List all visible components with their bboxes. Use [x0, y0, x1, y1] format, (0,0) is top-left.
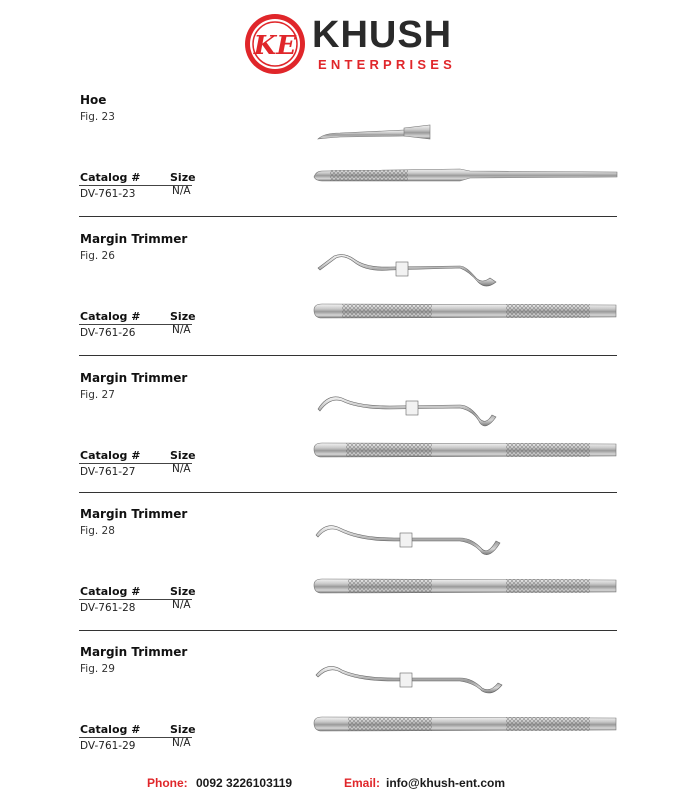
catalog-header: Catalog #: [80, 585, 141, 598]
size-value: N/A: [172, 185, 191, 197]
brand-name: KHUSH: [312, 14, 453, 56]
catalog-number: DV-761-28: [80, 602, 136, 614]
product-name: Hoe: [80, 93, 107, 107]
hoe-instrument-image: [310, 93, 620, 193]
product-row: [0, 507, 689, 645]
catalog-number: DV-761-26: [80, 327, 136, 339]
section-divider: [79, 630, 617, 631]
size-header: Size: [170, 171, 196, 184]
email-label: Email:: [344, 776, 381, 790]
catalog-number: DV-761-29: [80, 740, 136, 752]
size-value: N/A: [172, 599, 191, 611]
size-value: N/A: [172, 737, 191, 749]
size-header: Size: [170, 310, 196, 323]
email-link[interactable]: info@khush-ent.com: [386, 776, 506, 790]
product-row: [0, 645, 689, 783]
margin-trimmer-instrument-image: [310, 507, 620, 607]
phone-number[interactable]: 0092 3226103119: [196, 776, 293, 790]
catalog-header: Catalog #: [80, 449, 141, 462]
catalog-number: DV-761-23: [80, 188, 136, 200]
header: [0, 0, 689, 84]
product-row: [0, 93, 689, 231]
figure-label: Fig. 28: [80, 525, 115, 537]
size-value: N/A: [172, 463, 191, 475]
margin-trimmer-instrument-image: [310, 645, 620, 745]
product-row: [0, 371, 689, 509]
margin-trimmer-instrument-image: [310, 232, 620, 332]
size-header: Size: [170, 449, 196, 462]
section-divider: [79, 355, 617, 356]
margin-trimmer-instrument-image: [310, 371, 620, 471]
phone-label: Phone:: [147, 776, 188, 790]
figure-label: Fig. 26: [80, 250, 115, 262]
footer-contact: [0, 776, 689, 792]
catalog-header: Catalog #: [80, 310, 141, 323]
product-name: Margin Trimmer: [80, 507, 188, 521]
figure-label: Fig. 27: [80, 389, 115, 401]
product-name: Margin Trimmer: [80, 371, 188, 385]
figure-label: Fig. 23: [80, 111, 115, 123]
product-name: Margin Trimmer: [80, 232, 188, 246]
brand-subtitle: ENTERPRISES: [318, 57, 456, 72]
khush-logo: [243, 12, 307, 76]
size-value: N/A: [172, 324, 191, 336]
catalog-header: Catalog #: [80, 723, 141, 736]
figure-label: Fig. 29: [80, 663, 115, 675]
catalog-number: DV-761-27: [80, 466, 136, 478]
section-divider: [79, 492, 617, 493]
size-header: Size: [170, 723, 196, 736]
product-row: [0, 232, 689, 370]
product-name: Margin Trimmer: [80, 645, 188, 659]
svg-text:KE: KE: [253, 31, 297, 61]
section-divider: [79, 216, 617, 217]
catalog-header: Catalog #: [80, 171, 141, 184]
size-header: Size: [170, 585, 196, 598]
